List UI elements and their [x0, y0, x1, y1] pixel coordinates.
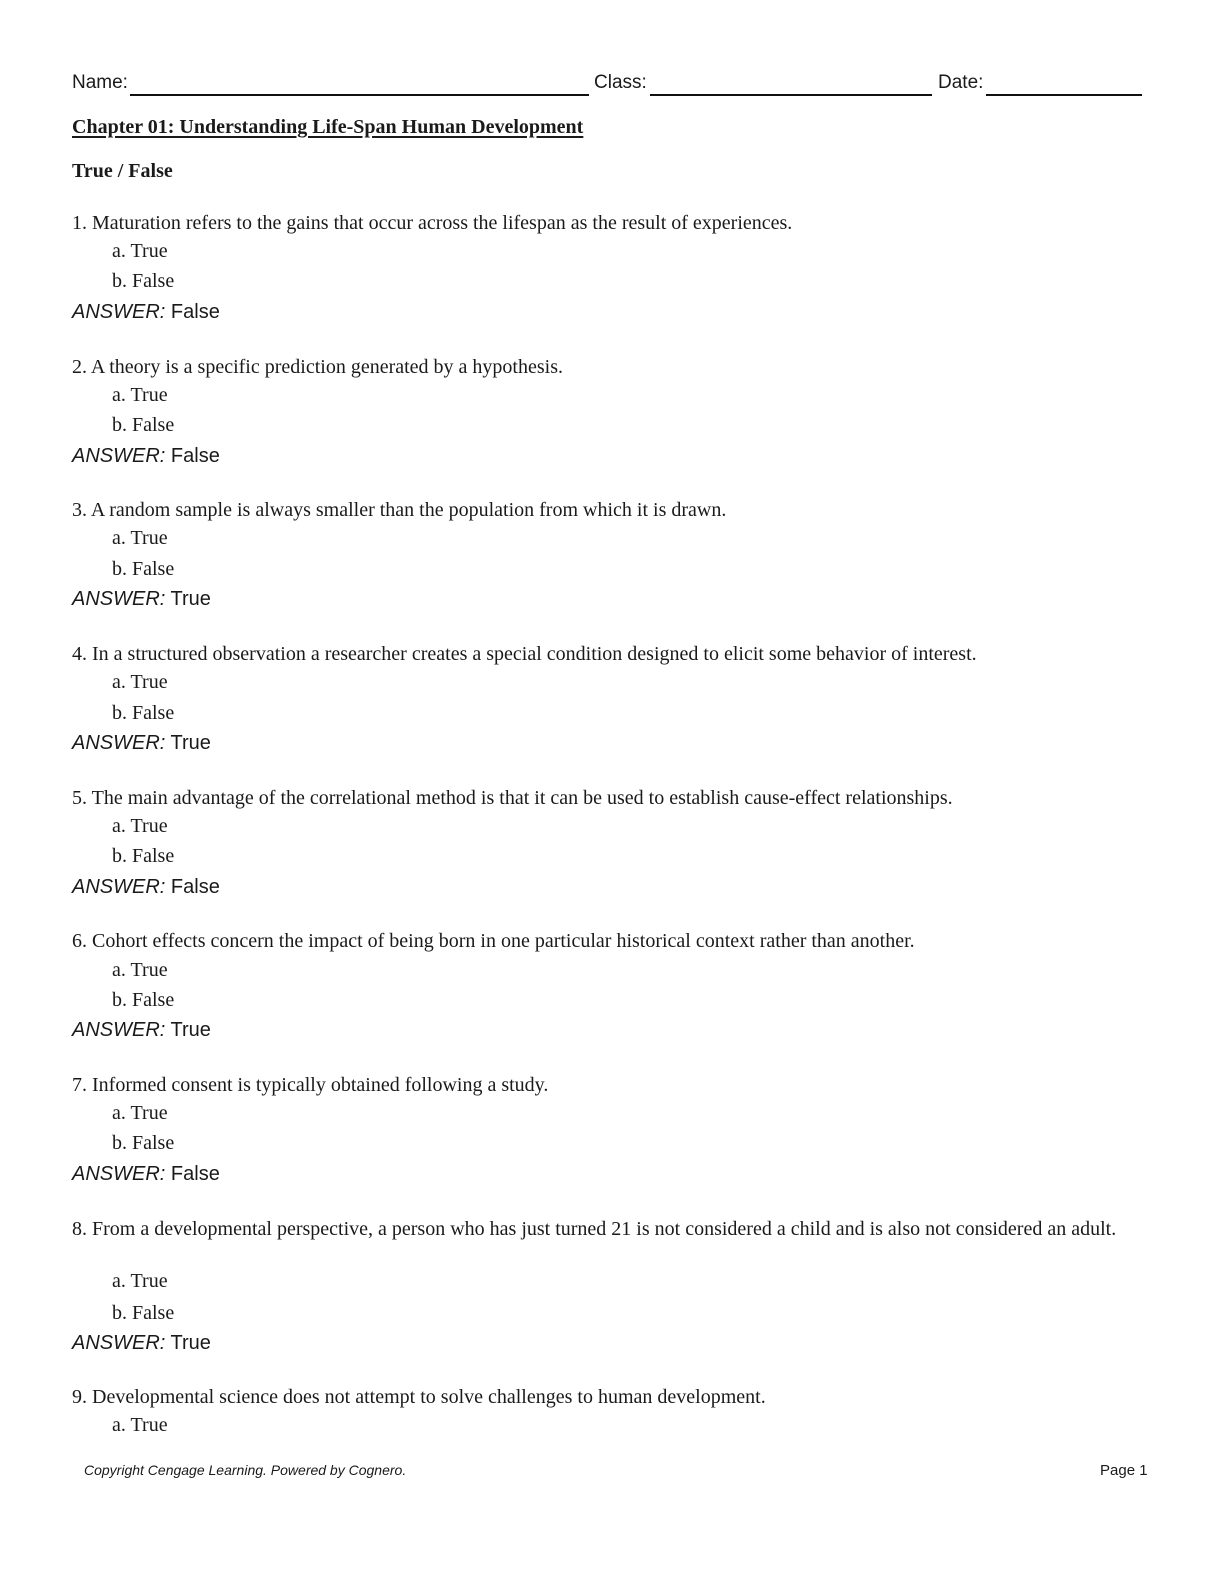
option-b: b. False — [112, 1132, 175, 1154]
question-item — [72, 786, 1152, 901]
option-a: a. True — [112, 1270, 168, 1292]
name-blank-line — [130, 94, 589, 96]
answer-value: False — [170, 445, 220, 467]
answer-label: ANSWER: — [72, 1019, 166, 1041]
answer-label: ANSWER: — [72, 1332, 166, 1354]
answer-line — [72, 300, 220, 324]
answer-value: True — [170, 1332, 211, 1354]
answer-label: ANSWER: — [72, 876, 166, 898]
answer-value: False — [170, 876, 220, 898]
page-number: Page 1 — [1100, 1462, 1148, 1479]
answer-label: ANSWER: — [72, 445, 166, 467]
name-label: Name: — [72, 72, 128, 93]
answer-line — [72, 731, 211, 755]
question-stem: 7. Informed consent is typically obtained following a study. — [72, 1074, 549, 1096]
copyright-footer: Copyright Cengage Learning. Powered by Cognero. — [84, 1462, 407, 1478]
question-item — [72, 211, 1152, 326]
answer-value: False — [170, 1163, 220, 1185]
answer-label: ANSWER: — [72, 301, 166, 323]
answer-value: True — [170, 732, 211, 754]
option-a: a. True — [112, 384, 168, 406]
chapter-title: Chapter 01: Understanding Life-Span Human Development — [72, 116, 584, 138]
option-a: a. True — [112, 1102, 168, 1124]
option-b: b. False — [112, 414, 175, 436]
answer-line — [72, 1331, 211, 1355]
question-item — [72, 1217, 1152, 1357]
question-item — [72, 1073, 1152, 1188]
answer-line — [72, 1018, 211, 1042]
question-stem: 1. Maturation refers to the gains that occur across the lifespan as the result of experiences. — [72, 212, 793, 234]
question-stem: 2. A theory is a specific prediction generated by a hypothesis. — [72, 356, 563, 378]
question-stem: 5. The main advantage of the correlational method is that it can be used to establish cause-effect relationships. — [72, 787, 953, 809]
question-stem: 8. From a developmental perspective, a person who has just turned 21 is not considered a child and is also not considered an adult. — [72, 1218, 1117, 1240]
option-a: a. True — [112, 815, 168, 837]
question-item — [72, 929, 1152, 1044]
date-blank-line — [986, 94, 1142, 96]
class-label: Class: — [594, 72, 647, 93]
option-b: b. False — [112, 558, 175, 580]
class-blank-line — [650, 94, 932, 96]
date-label: Date: — [938, 72, 984, 93]
answer-value: True — [170, 1019, 211, 1041]
answer-value: False — [170, 301, 220, 323]
answer-label: ANSWER: — [72, 1163, 166, 1185]
answer-value: True — [170, 588, 211, 610]
student-info-header — [72, 70, 1142, 98]
question-item — [72, 642, 1152, 757]
answer-line — [72, 444, 220, 468]
answer-line — [72, 875, 220, 899]
question-stem: 3. A random sample is always smaller than the population from which it is drawn. — [72, 499, 727, 521]
question-item — [72, 1385, 1152, 1441]
option-b: b. False — [112, 702, 175, 724]
question-stem: 4. In a structured observation a researcher creates a special condition designed to elicit some behavior of interest. — [72, 643, 977, 665]
section-title: True / False — [72, 160, 173, 182]
option-b: b. False — [112, 270, 175, 292]
option-a: a. True — [112, 671, 168, 693]
question-item — [72, 355, 1152, 470]
option-b: b. False — [112, 1302, 175, 1324]
question-item — [72, 498, 1152, 613]
answer-label: ANSWER: — [72, 732, 166, 754]
option-a: a. True — [112, 527, 168, 549]
option-a: a. True — [112, 1414, 168, 1436]
option-b: b. False — [112, 845, 175, 867]
answer-label: ANSWER: — [72, 588, 166, 610]
option-a: a. True — [112, 240, 168, 262]
answer-line — [72, 1162, 220, 1186]
option-b: b. False — [112, 989, 175, 1011]
question-stem: 6. Cohort effects concern the impact of being born in one particular historical context rather than another. — [72, 930, 915, 952]
question-stem: 9. Developmental science does not attempt to solve challenges to human development. — [72, 1386, 766, 1408]
answer-line — [72, 587, 211, 611]
option-a: a. True — [112, 959, 168, 981]
